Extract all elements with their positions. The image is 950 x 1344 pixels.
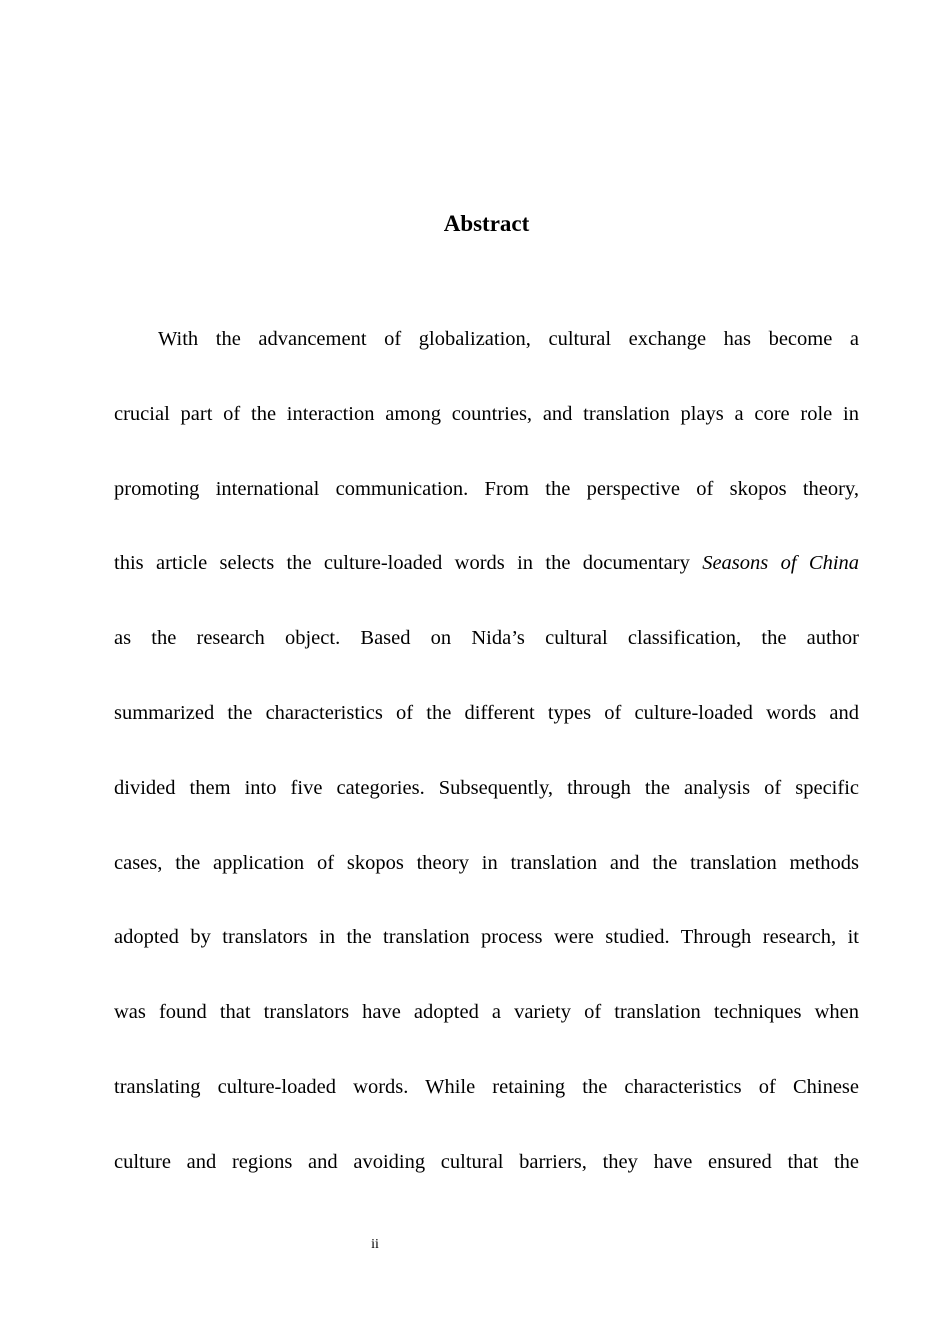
abstract-line: translating culture-loaded words. While retaining the characteristics of Chinese: [114, 1075, 859, 1098]
page-number: ii: [371, 1237, 379, 1252]
abstract-line: cases, the application of skopos theory in translation and the translation methods: [114, 851, 859, 874]
abstract-line: With the advancement of globalization, cultural exchange has become a: [158, 328, 859, 350]
abstract-line: crucial part of the interaction among countries, and translation plays a core role in: [114, 402, 859, 425]
abstract-paragraph: [114, 319, 859, 1199]
abstract-line: divided them into five categories. Subsequently, through the analysis of specific: [114, 776, 859, 799]
documentary-title: Seasons of China: [702, 552, 859, 575]
abstract-line: promoting international communication. From the perspective of skopos theory,: [114, 477, 859, 500]
abstract-line: as the research object. Based on Nida’s cultural classification, the author: [114, 627, 859, 650]
abstract-line: adopted by translators in the translation process were studied. Through research, it: [114, 926, 859, 949]
abstract-heading: Abstract: [443, 211, 530, 236]
abstract-line: culture and regions and avoiding cultural barriers, they have ensured that the: [114, 1150, 859, 1173]
abstract-line: this article selects the culture-loaded words in the documentary Seasons of China: [114, 552, 859, 575]
abstract-line: was found that translators have adopted a variety of translation techniques when: [114, 1001, 859, 1024]
abstract-line: summarized the characteristics of the different types of culture-loaded words and: [114, 701, 859, 724]
